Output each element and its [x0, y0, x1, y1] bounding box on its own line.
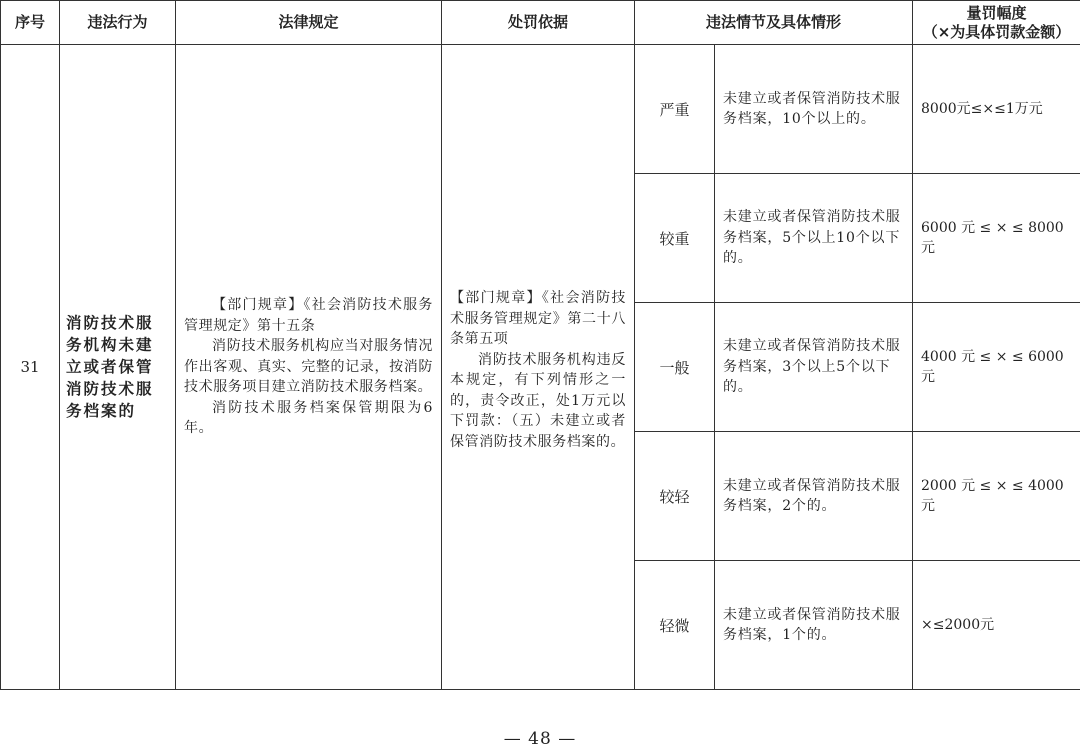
level-cell: 严重 — [635, 45, 715, 174]
header-violation: 违法行为 — [60, 1, 176, 45]
fine-cell: ×≤2000元 — [913, 561, 1080, 690]
law-para-3: 消防技术服务档案保管期限为6年。 — [184, 399, 433, 437]
seq-cell: 31 — [1, 45, 60, 690]
level-cell: 较轻 — [635, 432, 715, 561]
level-cell: 较重 — [635, 174, 715, 303]
basis-para-1: 【部门规章】《社会消防技术服务管理规定》第二十八条第五项 — [450, 290, 626, 347]
level-cell: 轻微 — [635, 561, 715, 690]
fine-cell: 4000 元 ≤ × ≤ 6000 元 — [913, 303, 1080, 432]
detail-cell: 未建立或者保管消防技术服务档案，3个以上5个以下的。 — [715, 303, 913, 432]
law-para-1: 【部门规章】《社会消防技术服务管理规定》第十五条 — [184, 297, 433, 334]
header-fine-range — [913, 1, 1080, 45]
header-circumstances: 违法情节及具体情形 — [635, 1, 913, 45]
fine-cell: 6000 元 ≤ × ≤ 8000 元 — [913, 174, 1080, 303]
violation-cell: 消防技术服务机构未建立或者保管消防技术服务档案的 — [60, 45, 176, 690]
header-fine-range-line2: （×为具体罚款金额） — [922, 22, 1071, 41]
fine-cell: 8000元≤×≤1万元 — [913, 45, 1080, 174]
header-fine-range-line1: 量罚幅度 — [966, 3, 1027, 22]
header-law: 法律规定 — [176, 1, 442, 45]
header-seq: 序号 — [1, 1, 60, 45]
table-row — [1, 45, 1080, 174]
detail-cell: 未建立或者保管消防技术服务档案，2个的。 — [715, 432, 913, 561]
page-number: — 48 — — [503, 729, 577, 749]
detail-cell: 未建立或者保管消防技术服务档案，5个以上10个以下的。 — [715, 174, 913, 303]
header-basis: 处罚依据 — [442, 1, 635, 45]
basis-para-2: 消防技术服务机构违反本规定，有下列情形之一的，责令改正，处1万元以下罚款：（五）未建立或者保管消防技术服务档案的。 — [450, 351, 626, 450]
law-para-2: 消防技术服务机构应当对服务情况作出客观、真实、完整的记录，按消防技术服务项目建立消防技术服务档案。 — [184, 338, 433, 396]
basis-cell — [442, 45, 635, 690]
header-row — [1, 1, 1080, 45]
fine-cell: 2000 元 ≤ × ≤ 4000 元 — [913, 432, 1080, 561]
law-cell — [176, 45, 442, 690]
level-cell: 一般 — [635, 303, 715, 432]
detail-cell: 未建立或者保管消防技术服务档案，1个的。 — [715, 561, 913, 690]
detail-cell: 未建立或者保管消防技术服务档案，10个以上的。 — [715, 45, 913, 174]
